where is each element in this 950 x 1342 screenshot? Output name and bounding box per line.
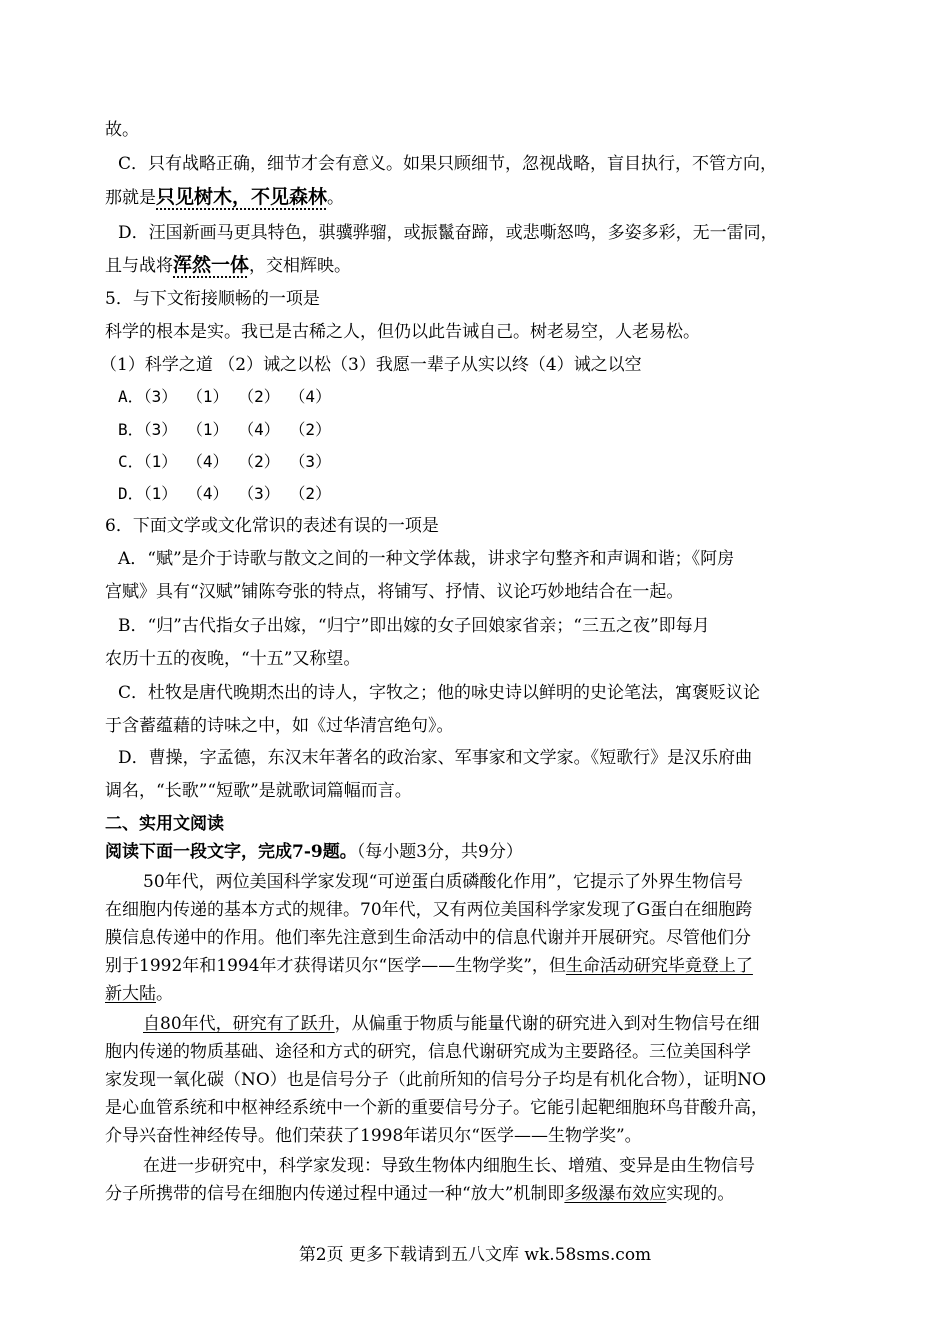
text: 5．与下文衔接顺畅的一项是 — [105, 289, 320, 309]
text: D．曹操，字孟德，东汉末年著名的政治家、军事家和文学家。《短歌行》是汉乐府曲 — [118, 748, 753, 768]
text: 那就是 — [105, 188, 156, 208]
text: D．（1） （4） （3） （2） — [118, 484, 332, 503]
underlined-phrase: 新大陆 — [105, 984, 156, 1004]
q6-option-a — [118, 547, 863, 571]
reading-instruction — [105, 840, 850, 864]
page-footer: 第2页 更多下载请到五八文库 wk.58sms.com — [298, 1245, 652, 1265]
text: C．只有战略正确，细节才会有意义。如果只顾细节，忽视战略，盲目执行，不管方向， — [118, 154, 778, 174]
text: 阅读下面一段文字，完成7-9题。 — [105, 842, 357, 862]
q6-option-c-2 — [105, 714, 850, 738]
text: 别于1992年和1994年才获得诺贝尔“医学——生物学奖”，但 — [105, 956, 566, 976]
paragraph-2-line-4 — [105, 1096, 850, 1120]
q6-option-b-2 — [105, 647, 850, 671]
text: A．“赋”是介于诗歌与散文之间的一种文学体裁，讲求字句整齐和声调和谐；《阿房 — [118, 549, 735, 569]
section-heading — [105, 812, 850, 836]
q6-option-d — [118, 746, 863, 770]
text: 在细胞内传递的基本方式的规律。70年代，又有两位美国科学家发现了G蛋白在细胞跨 — [105, 900, 753, 920]
text: D．汪国新画马更具特色，骐骥骅骝，或振鬣奋蹄，或悲嘶怒鸣，多姿多彩，无一雷同， — [118, 223, 778, 243]
text: （每小题3分，共9分） — [356, 842, 523, 862]
q6-option-d-2 — [105, 779, 850, 803]
paragraph-1-line-1 — [143, 870, 888, 894]
paragraph-3-line-1 — [143, 1154, 888, 1178]
paragraph-1-line-3 — [105, 926, 850, 950]
text: 科学的根本是实。我已是古稀之人，但仍以此告诫自己。树老易空，人老易松。 — [105, 322, 700, 342]
option-d-line-2 — [105, 253, 850, 278]
text: 在进一步研究中，科学家发现：导致生物体内细胞生长、增殖、变异是由生物信号 — [143, 1156, 755, 1176]
underlined-phrase: 生命活动研究毕竟登上了 — [565, 956, 753, 976]
text: 家发现一氧化碳（NO）也是信号分子（此前所知的信号分子均是有机化合物），证明NO — [105, 1070, 767, 1090]
paragraph-1-line-5 — [105, 982, 850, 1006]
text: 。 — [327, 188, 345, 208]
text: ，从偏重于物质与能量代谢的研究进入到对生物信号在细 — [334, 1014, 760, 1034]
option-d — [118, 482, 863, 506]
paragraph-2-line-3 — [105, 1068, 850, 1092]
underlined-phrase: 自80年代，研究有了跃升 — [143, 1014, 335, 1034]
text-line — [105, 118, 850, 142]
text: 是心血管系统和中枢神经系统中一个新的重要信号分子。它能引起靶细胞环鸟苷酸升高， — [105, 1098, 768, 1118]
option-c — [118, 450, 863, 474]
text: C．杜牧是唐代晚期杰出的诗人，字牧之；他的咏史诗以鲜明的史论笔法，寓褒贬议论 — [118, 683, 761, 703]
paragraph-2-line-1 — [143, 1012, 888, 1036]
paragraph-1-line-2 — [105, 898, 850, 922]
paragraph-2-line-2 — [105, 1040, 850, 1064]
text: 调名，“长歌”“短歌”是就歌词篇幅而言。 — [105, 781, 412, 801]
option-a — [118, 385, 863, 409]
paragraph-3-line-2 — [105, 1182, 850, 1206]
text: B．“归”古代指女子出嫁，“归宁”即出嫁的女子回娘家省亲；“三五之夜”即每月 — [118, 616, 710, 636]
text: 介导兴奋性神经传导。他们荣获了1998年诺贝尔“医学——生物学奖”。 — [105, 1126, 642, 1146]
text: A．（3） （1） （2） （4） — [118, 387, 332, 406]
q6-option-c — [118, 681, 863, 705]
text: 胞内传递的物质基础、途径和方式的研究，信息代谢研究成为主要路径。三位美国科学 — [105, 1042, 751, 1062]
question-6 — [105, 514, 850, 538]
text: B．（3） （1） （4） （2） — [118, 420, 332, 439]
paragraph-1-line-4 — [105, 954, 850, 978]
emphasized-idiom: 只见树木，不见森林 — [156, 186, 328, 208]
question-5-passage — [105, 320, 850, 344]
text: C．（1） （4） （2） （3） — [118, 452, 332, 471]
text: 分子所携带的信号在细胞内传递过程中通过一种“放大”机制即 — [105, 1184, 565, 1204]
underlined-phrase: 多级瀑布效应 — [564, 1184, 667, 1204]
text: 6．下面文学或文化常识的表述有误的一项是 — [105, 516, 439, 536]
question-5-items — [100, 353, 845, 377]
text: 二、实用文阅读 — [105, 814, 224, 834]
text: 故。 — [105, 120, 139, 140]
q6-option-a-2 — [105, 580, 850, 604]
emphasized-idiom: 浑然一体 — [173, 254, 250, 276]
text: 实现的。 — [666, 1184, 735, 1204]
option-b — [118, 418, 863, 442]
text: 农历十五的夜晚，“十五”又称望。 — [105, 649, 361, 669]
text: 膜信息传递中的作用。他们率先注意到生命活动中的信息代谢并开展研究。尽管他们分 — [105, 928, 751, 948]
option-c-line — [118, 152, 863, 176]
text: 50年代，两位美国科学家发现“可逆蛋白质磷酸化作用”，它提示了外界生物信号 — [143, 872, 744, 892]
paragraph-2-line-5 — [105, 1124, 850, 1148]
option-d-line — [118, 221, 863, 245]
text: 。 — [156, 984, 173, 1004]
text: （1）科学之道 （2）诫之以松（3）我愿一辈子从实以终（4）诫之以空 — [100, 355, 642, 375]
text: 于含蓄蕴藉的诗味之中，如《过华清宫绝句》。 — [105, 716, 454, 736]
text: ，交相辉映。 — [249, 256, 352, 276]
text: 宫赋》具有“汉赋”铺陈夸张的特点，将铺写、抒情、议论巧妙地结合在一起。 — [105, 582, 684, 602]
text: 且与战将 — [105, 256, 173, 276]
option-c-line-2 — [105, 185, 850, 210]
q6-option-b — [118, 614, 863, 638]
question-5 — [105, 287, 850, 311]
